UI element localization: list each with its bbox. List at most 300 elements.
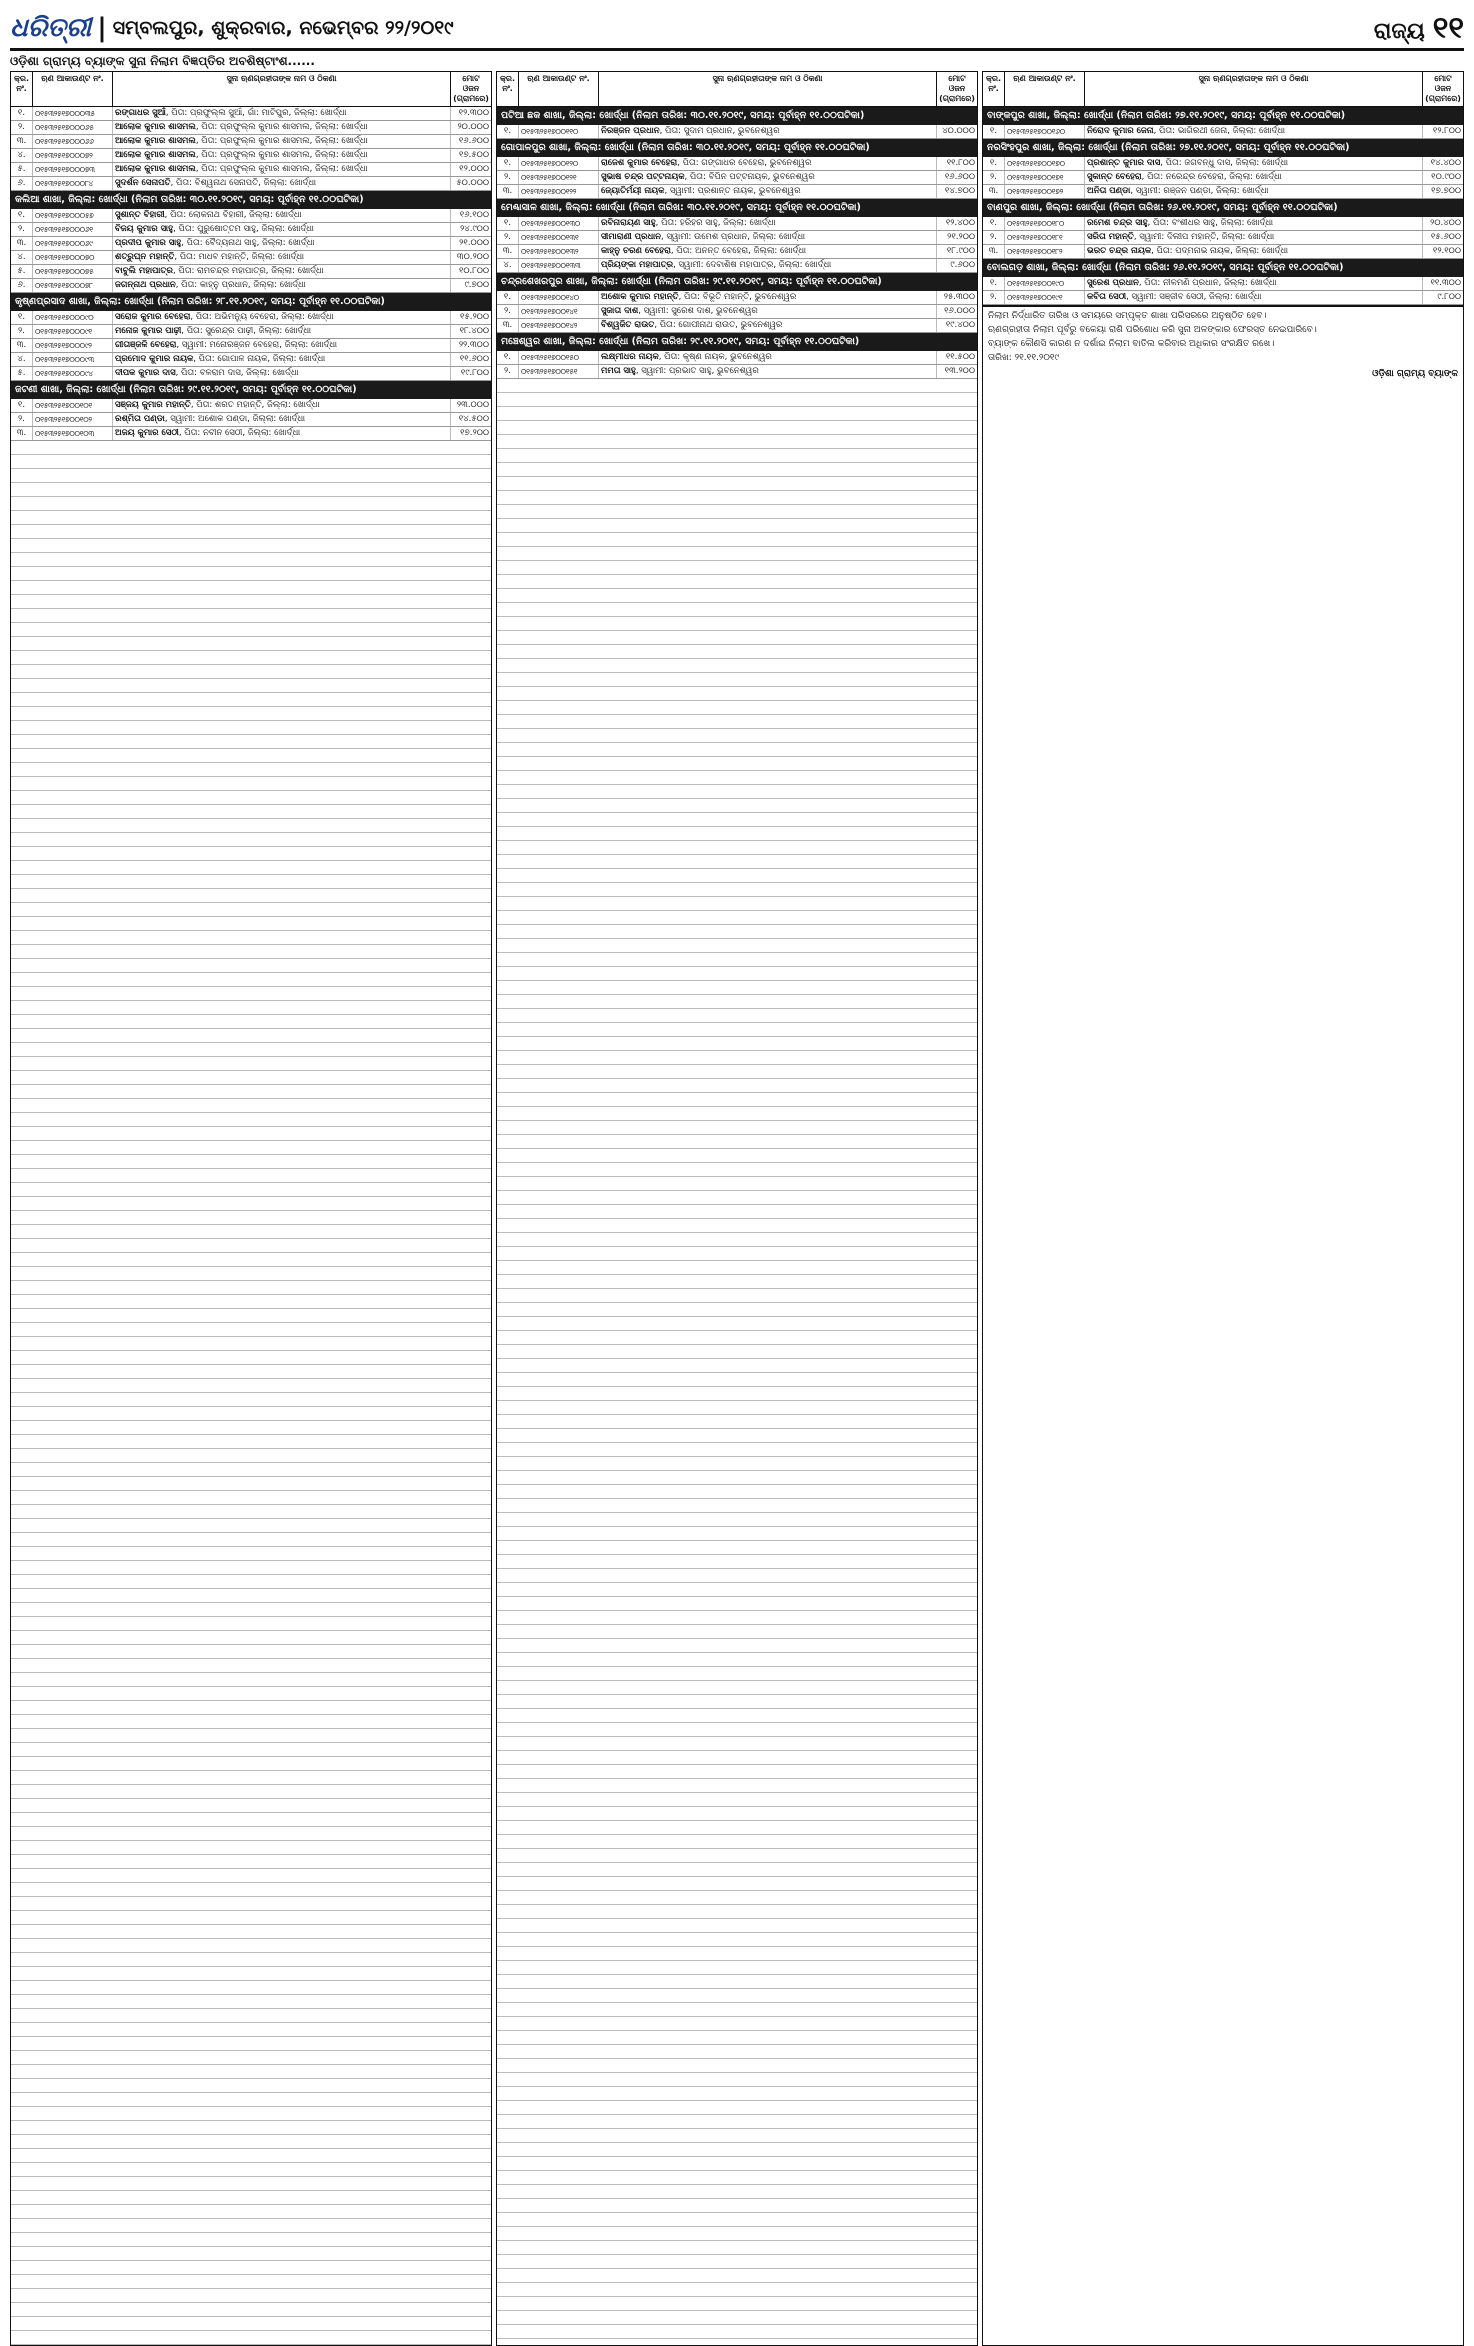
header-weight: ମୋଟ ଓଜନ (ଗ୍ରାମରେ) [453, 74, 489, 103]
row-weight: ୧୯.୮୦୦ [460, 368, 489, 378]
table-row [983, 157, 1463, 171]
row-account: ୦୧୫୩୨୫୧୭୦୦୧୭୧ [1005, 171, 1085, 184]
branch-heading: ଗୋପାଳପୁର ଶାଖା, ଜିଲ୍ଲା: ଖୋର୍ଦ୍ଧା (ନିଲାମ ତାରିଖ: ୩୦.୧୧.୨୦୧୯, ସମୟ: ପୂର୍ବାହ୍ନ ୧୧.୦୦ଘଟିକା) [497, 139, 977, 157]
row-account: ୦୧୫୩୨୫୧୭୦୦୧୫୦ [519, 351, 599, 364]
borrower-address: , ସ୍ୱାମୀ: ଉମେଶ ପ୍ରଧାନ, ଜିଲ୍ଲା: ଖୋର୍ଦ୍ଧା [661, 232, 806, 242]
row-account: ୦୧୫୩୨୫୧୭୦୦୦୩୫ [33, 107, 113, 120]
row-borrower [113, 177, 451, 190]
row-account: ୦୧୫୩୨୫୧୭୦୦୧୦୩ [33, 427, 113, 440]
row-sl: ୬. [11, 177, 33, 190]
table-row [11, 163, 491, 177]
row-weight: ୧୫.୨୦୦ [460, 312, 489, 322]
row-borrower [1085, 291, 1423, 304]
table-row [983, 245, 1463, 259]
table-row [983, 217, 1463, 231]
row-sl: ୪. [11, 149, 33, 162]
table-row [983, 231, 1463, 245]
row-sl: ୨. [11, 325, 33, 338]
borrower-name: ଅଜୟ କୁମାର ସେଠୀ [115, 428, 179, 438]
row-account: ୦୧୫୩୨୫୧୭୦୦୧୪୦ [519, 291, 599, 304]
row-sl: ୩. [11, 135, 33, 148]
borrower-address: , ସ୍ୱାମୀ: ଅଶୋକ ପଣ୍ଡା, ଜିଲ୍ଲା: ଖୋର୍ଦ୍ଧା [164, 414, 306, 424]
borrower-name: ଲକ୍ଷ୍ମୀଧର ନାୟକ [601, 352, 659, 362]
row-borrower [599, 185, 937, 198]
borrower-name: ନିରୋଦ କୁମାର ଜେନା [1087, 126, 1154, 136]
header-borrower: ସୁନା ଋଣଗ୍ରହୀତାଙ୍କ ନାମ ଓ ଠିକଣା [113, 72, 451, 106]
row-account: ୦୧୫୩୨୫୧୭୦୦୦୭୦ [33, 251, 113, 264]
row-account: ୦୧୫୩୨୫୧୭୦୦୧୪୧ [519, 305, 599, 318]
branch-heading: ନରସିଂହପୁର ଶାଖା, ଜିଲ୍ଲା: ଖୋର୍ଦ୍ଧା (ନିଲାମ ତାରିଖ: ୨୭.୧୧.୨୦୧୯, ସମୟ: ପୂର୍ବାହ୍ନ ୧୧.୦୦ଘଟିକା) [983, 139, 1463, 157]
borrower-name: ଜ୍ୟୋତିର୍ମୟୀ ନାୟକ [601, 186, 665, 196]
table-row [983, 171, 1463, 185]
row-borrower [113, 107, 451, 120]
table-row [11, 399, 491, 413]
row-weight: ୨୧.୨୦୦ [947, 232, 975, 242]
borrower-address: , ସ୍ୱାମୀ: ପ୍ରଭାତ ସାହୁ, ଭୁବନେଶ୍ୱର [635, 366, 759, 376]
row-weight: ୧୦.୮୦୦ [458, 266, 489, 276]
row-weight: ୯.୭୦୦ [464, 280, 489, 290]
borrower-name: କାହ୍ନୁ ଚରଣ ବେହେରା [601, 246, 671, 256]
masthead-right [1374, 11, 1464, 46]
header-account: ଋଣ ଆକାଉଣ୍ଟ ନଂ. [33, 72, 113, 106]
row-account: ୦୧୫୩୨୫୧୭୦୦୦୫୭ [33, 209, 113, 222]
row-weight: ୧୬.୧୦୦ [459, 210, 489, 220]
branch-heading: ବୋଲଗଡ଼ ଶାଖା, ଜିଲ୍ଲା: ଖୋର୍ଦ୍ଧା (ନିଲାମ ତାରିଖ: ୨୬.୧୧.୨୦୧୯, ସମୟ: ପୂର୍ବାହ୍ନ ୧୧.୦୦ଘଟିକା) [983, 259, 1463, 277]
borrower-name: ସୁଦର୍ଶନ ସେନାପତି [115, 178, 171, 188]
row-account: ୦୧୫୩୨୫୧୭୦୦୦୯୩ [33, 353, 113, 366]
table-row [11, 237, 491, 251]
borrower-address: , ପିତା: କାହ୍ନୁ ପ୍ରଧାନ, ଜିଲ୍ଲା: ଖୋର୍ଦ୍ଧା [175, 280, 306, 290]
row-borrower [113, 367, 451, 380]
borrower-name: ଗୀତାଞ୍ଜଳି ବେହେରା [115, 340, 177, 350]
row-account: ୦୧୫୩୨୫୧୭୦୦୧୩୨ [519, 245, 599, 258]
row-account: ୦୧୫୩୨୫୧୭୦୦୧୮୨ [1005, 245, 1085, 258]
row-sl: ୨. [497, 305, 519, 318]
table-row [11, 413, 491, 427]
row-weight: ୧୭.୭୦୦ [1431, 186, 1461, 196]
row-sl: ୫. [11, 265, 33, 278]
table-header [11, 72, 491, 107]
borrower-address: , ପିତା: ପଦ୍ମନାଭ ନାୟକ, ଜିଲ୍ଲା: ଖୋର୍ଦ୍ଧା [1151, 246, 1289, 256]
row-sl: ୨. [983, 171, 1005, 184]
borrower-name: ଅନିତା ପଣ୍ଡା [1087, 186, 1131, 196]
borrower-name: ସରିତା ମହାନ୍ତି [1087, 232, 1134, 242]
masthead-left [10, 13, 454, 44]
bank-signature: ଓଡ଼ିଶା ଗ୍ରାମ୍ୟ ବ୍ୟାଙ୍କ [1372, 369, 1458, 379]
row-sl: ୪. [11, 353, 33, 366]
row-borrower [113, 135, 451, 148]
row-borrower [1085, 157, 1423, 170]
row-weight: ୧୯.୪୦୦ [945, 320, 975, 330]
table-row [11, 223, 491, 237]
row-sl: ୨. [497, 365, 519, 378]
row-borrower [113, 163, 451, 176]
branch-heading: ମେଣ୍ଢାସାଳ ଶାଖା, ଜିଲ୍ଲା: ଖୋର୍ଦ୍ଧା (ନିଲାମ ତାରିଖ: ୩୦.୧୧.୨୦୧୯, ସମୟ: ପୂର୍ବାହ୍ନ ୧୧.୦୦ଘଟିକା) [497, 199, 977, 217]
auction-column [496, 71, 978, 2346]
row-weight: ୧୪.୭୦୦ [944, 186, 975, 196]
borrower-address: , ପିତା: ଗୋପାଳ ନାୟକ, ଜିଲ୍ଲା: ଖୋର୍ଦ୍ଧା [193, 354, 326, 364]
row-sl: ୨. [11, 121, 33, 134]
row-sl: ୩. [11, 339, 33, 352]
row-sl: ୧. [983, 157, 1005, 170]
row-account: ୦୧୫୩୨୫୧୭୦୦୦୯୪ [33, 367, 113, 380]
borrower-name: ବିଶ୍ୱଜିତ ରାଉତ [601, 320, 655, 330]
row-weight: ୨୪.୯୦୦ [460, 224, 489, 234]
row-sl: ୧. [497, 291, 519, 304]
row-sl: ୩. [983, 245, 1005, 258]
borrower-name: ସୁରେଶ ପ୍ରଧାନ [1087, 278, 1139, 288]
row-borrower [113, 399, 451, 412]
row-sl: ୧. [11, 107, 33, 120]
table-row [497, 231, 977, 245]
row-sl: ୩. [497, 319, 519, 332]
borrower-name: ସୀମାରାଣୀ ପ୍ରଧାନ [601, 232, 662, 242]
row-borrower [113, 149, 451, 162]
borrower-name: ରଶ୍ମିତା ପଣ୍ଡା [115, 414, 165, 424]
row-sl: ୧. [497, 157, 519, 170]
table-row [11, 367, 491, 381]
header-account: ଋଣ ଆକାଉଣ୍ଟ ନଂ. [519, 72, 599, 106]
header-account: ଋଣ ଆକାଉଣ୍ଟ ନଂ. [1005, 72, 1085, 106]
borrower-address: , ପିତା: ରାମଚନ୍ଦ୍ର ମହାପାତ୍ର, ଜିଲ୍ଲା: ଖୋର୍ଦ୍ଧା [172, 266, 324, 276]
borrower-name: ରାଜେଶ କୁମାର ବେହେରା [601, 158, 678, 168]
row-account: ୦୧୫୩୨୫୧୭୦୦୦୯୧ [33, 325, 113, 338]
table-row [11, 135, 491, 149]
row-borrower [599, 217, 937, 230]
notice-subtitle: ଓଡ଼ିଶା ଗ୍ରାମ୍ୟ ବ୍ୟାଙ୍କ ସୁନା ନିଲାମ ବିଜ୍ଞପ୍ତିର ଅବଶିଷ୍ଟାଂଶ...... [10, 54, 315, 68]
borrower-address: , ପିତା: ନୀଳମଣି ପ୍ରଧାନ, ଜିଲ୍ଲା: ଖୋର୍ଦ୍ଧା [1138, 278, 1277, 288]
row-account: ୦୧୫୩୨୫୧୭୦୦୦୬୬ [33, 135, 113, 148]
row-borrower [113, 237, 451, 250]
row-sl: ୫. [11, 163, 33, 176]
borrower-address: , ପିତା: ଗୋପୀନାଥ ରାଉତ, ଭୁବନେଶ୍ୱର [654, 320, 783, 330]
table-header [983, 72, 1463, 107]
row-borrower [1085, 277, 1423, 290]
borrower-address: , ପିତା: ପ୍ରଫୁଲ୍ଲ କୁମାର ଶାସମଲ, ଜିଲ୍ଲା: ଖୋର୍ଦ୍ଧା [195, 164, 368, 174]
row-borrower [1085, 171, 1423, 184]
row-account: ୦୧୫୩୨୫୧୭୦୦୦୭୮ [33, 279, 113, 292]
row-weight: ୧୪.୪୦୦ [1430, 158, 1461, 168]
row-weight: ୧୧.୬୦୦ [459, 354, 489, 364]
borrower-name: ଦୀପକ କୁମାର ଦାସ [115, 368, 176, 378]
table-row [11, 177, 491, 191]
borrower-name: ଶତ୍ରୁଘ୍ନ ମହାନ୍ତି [115, 252, 175, 262]
row-borrower [113, 413, 451, 426]
borrower-name: ପ୍ରିୟଙ୍କା ମହାପାତ୍ର [601, 260, 674, 270]
section-name: ରାଜ୍ୟ [1373, 18, 1425, 44]
row-account: ୦୧୫୩୨୫୧୭୦୦୧୩୩ [519, 259, 599, 272]
row-sl: ୨. [11, 413, 33, 426]
borrower-name: ସୁକାନ୍ତ ବେହେରା [1087, 172, 1142, 182]
table-row [497, 351, 977, 365]
header-borrower: ସୁନା ଋଣଗ୍ରହୀତାଙ୍କ ନାମ ଓ ଠିକଣା [599, 72, 937, 106]
borrower-address: , ପିତା: ବିଭୂତି ମହାନ୍ତି, ଭୁବନେଶ୍ୱର [678, 292, 797, 302]
row-weight: ୧୫.୬୦୦ [1430, 232, 1461, 242]
row-account: ୦୧୫୩୨୫୧୭୦୦୧୪୨ [519, 319, 599, 332]
row-account: ୦୧୫୩୨୫୧୭୦୦୧୨୨ [519, 185, 599, 198]
row-weight: ୨୦.୦୦୦ [457, 122, 489, 132]
continued-rows [11, 441, 491, 2346]
row-borrower [1085, 217, 1423, 230]
table-row [497, 291, 977, 305]
table-row [11, 149, 491, 163]
borrower-address: , ପିତା: ପ୍ରଫୁଲ୍ଲ କୁମାର ଶାସମଲ, ଜିଲ୍ଲା: ଖୋର୍ଦ୍ଧା [195, 136, 368, 146]
row-account: ୦୧୫୩୨୫୧୭୦୦୦୬୧ [33, 223, 113, 236]
row-borrower [1085, 125, 1423, 138]
auction-terms [983, 305, 1463, 383]
row-account: ୦୧୫୩୨୫୧୭୦୦୧୮୦ [1005, 217, 1085, 230]
row-sl: ୨. [11, 223, 33, 236]
row-weight: ୨୦.୪୦୦ [1430, 218, 1461, 228]
borrower-name: ରଙ୍ଗାଧର ସୁଆଁ [115, 108, 166, 118]
borrower-address: , ପିତା: ବୈଦ୍ୟନାଥ ସାହୁ, ଜିଲ୍ଲା: ଖୋର୍ଦ୍ଧା [181, 238, 315, 248]
row-sl: ୧. [983, 125, 1005, 138]
branch-heading: ଚନ୍ଦ୍ରଶେଖରପୁର ଶାଖା, ଜିଲ୍ଲା: ଖୋର୍ଦ୍ଧା (ନିଲାମ ତାରିଖ: ୨୯.୧୧.୨୦୧୯, ସମୟ: ପୂର୍ବାହ୍ନ ୧୧.୦୦ଘଟିକା) [497, 273, 977, 291]
row-account: ୦୧୫୩୨୫୧୭୦୦୧୯୧ [1005, 291, 1085, 304]
borrower-address: , ସ୍ୱାମୀ: ପ୍ରଶାନ୍ତ ନାୟକ, ଭୁବନେଶ୍ୱର [664, 186, 801, 196]
table-row [11, 265, 491, 279]
row-weight: ୧୨.୩୦୦ [458, 108, 489, 118]
borrower-address: , ପିତା: ବିପିନ ପଟ୍ଟନାୟକ, ଭୁବନେଶ୍ୱର [684, 172, 815, 182]
table-row [11, 107, 491, 121]
row-weight: ୨୫.୩୦୦ [943, 292, 975, 302]
borrower-address: , ପିତା: ପ୍ରଫୁଲ୍ଲ ସୁଆଁ, ଗାଁ: ମାଟିପୁର, ଜିଲ୍ଲା: ଖୋର୍ଦ୍ଧା [165, 108, 347, 118]
row-weight: ୧୭.୫୦୦ [459, 150, 489, 160]
table-row [497, 157, 977, 171]
borrower-address: , ପିତା: ଗଙ୍ଗାଧର ବେହେରା, ଭୁବନେଶ୍ୱର [677, 158, 812, 168]
borrower-address: , ପିତା: ଅଭିମନ୍ୟୁ ବେହେରା, ଜିଲ୍ଲା: ଖୋର୍ଦ୍ଧା [190, 312, 334, 322]
table-row [497, 319, 977, 333]
branch-heading: ବାଙ୍କପୁର ଶାଖା, ଜିଲ୍ଲା: ଖୋର୍ଦ୍ଧା (ନିଲାମ ତାରିଖ: ୨୭.୧୧.୨୦୧୯, ସମୟ: ପୂର୍ବାହ୍ନ ୧୧.୦୦ଘଟିକା) [983, 107, 1463, 125]
row-sl: ୬. [11, 279, 33, 292]
table-row [497, 217, 977, 231]
borrower-address: , ପିତା: ଭାଗିରଥୀ ଜେନା, ଜିଲ୍ଲା: ଖୋର୍ଦ୍ଧା [1153, 126, 1286, 136]
borrower-address: , ପିତା: ଜଗବନ୍ଧୁ ଦାସ, ଜିଲ୍ଲା: ଖୋର୍ଦ୍ଧା [1160, 158, 1289, 168]
row-sl: ୪. [497, 259, 519, 272]
borrower-name: ସୁଜାତା ଦାଶ [601, 306, 639, 316]
row-weight: ୫୦.୦୦୦ [456, 178, 489, 188]
row-weight: ୧୪.୫୦୦ [458, 414, 489, 424]
borrower-name: ସୁଭାଷ ଚନ୍ଦ୍ର ପଟ୍ଟନାୟକ [601, 172, 685, 182]
row-weight: ୧୨.୦୦୦ [459, 164, 489, 174]
borrower-name: ପ୍ରମୋଦ କୁମାର ନାୟକ [115, 354, 194, 364]
terms-line: ଋଣଗ୍ରହୀତା ନିଲାମ ପୂର୍ବରୁ ବକେୟା ରାଶି ପରିଶୋଧ କରି ସୁନା ଅଳଙ୍କାର ଫେରସ୍ତ ନେଇପାରିବେ। [988, 325, 1317, 335]
row-borrower [599, 245, 937, 258]
row-sl: ୧. [497, 125, 519, 138]
borrower-address: , ପିତା: ହରିହର ସାହୁ, ଜିଲ୍ଲା: ଖୋର୍ଦ୍ଧା [655, 218, 776, 228]
table-row [497, 245, 977, 259]
borrower-name: ସରୋଜ କୁମାର ବେହେରା [115, 312, 191, 322]
row-borrower [113, 339, 451, 352]
row-weight: ୨୩.୦୦୦ [456, 400, 489, 410]
borrower-address: , ପିତା: ନରେନ୍ଦ୍ର ବେହେରା, ଜିଲ୍ଲା: ଖୋର୍ଦ୍ଧା [1141, 172, 1282, 182]
row-borrower [599, 365, 937, 378]
row-account: ୦୧୫୩୨୫୧୭୦୦୦୭୫ [33, 265, 113, 278]
borrower-name: ଆଲୋକ କୁମାର ଶାସମଲ [115, 150, 196, 160]
branch-heading: ବାଣପୁର ଶାଖା, ଜିଲ୍ଲା: ଖୋର୍ଦ୍ଧା (ନିଲାମ ତାରିଖ: ୨୬.୧୧.୨୦୧୯, ସମୟ: ପୂର୍ବାହ୍ନ ୧୧.୦୦ଘଟିକା) [983, 199, 1463, 217]
table-row [11, 121, 491, 135]
row-borrower [599, 125, 937, 138]
borrower-name: ମନୋଜ କୁମାର ପାଢ଼ୀ [115, 326, 182, 336]
row-weight: ୧୦.୯୦୦ [1431, 172, 1461, 182]
row-sl: ୩. [983, 185, 1005, 198]
header-weight: ମୋଟ ଓଜନ (ଗ୍ରାମରେ) [1425, 74, 1461, 103]
header-sl: କ୍ର. ନଂ. [11, 72, 33, 106]
row-borrower [113, 251, 451, 264]
borrower-address: , ସ୍ୱାମୀ: ସଞ୍ଜୀବ ସେଠୀ, ଜିଲ୍ଲା: ଖୋର୍ଦ୍ଧା [1126, 292, 1262, 302]
borrower-address: , ସ୍ୱାମୀ: ଦେବାଶିଷ ମହାପାତ୍ର, ଜିଲ୍ଲା: ଖୋର୍ଦ୍ଧା [673, 260, 832, 270]
auction-columns [10, 71, 1464, 2346]
terms-line: ନିଲାମ ନିର୍ଦ୍ଧାରିତ ତାରିଖ ଓ ସମୟରେ ସମ୍ପୃକ୍ତ ଶାଖା ପରିସରରେ ଅନୁଷ୍ଠିତ ହେବ। [988, 311, 1267, 321]
row-weight: ୩୦.୨୦୦ [456, 252, 489, 262]
row-borrower [599, 291, 937, 304]
row-weight: ୧୬.୬୦୦ [944, 172, 975, 182]
row-sl: ୧. [11, 311, 33, 324]
dateline: ସମ୍ବଲପୁର, ଶୁକ୍ରବାର, ନଭେମ୍ବର ୨୨/୨୦୧୯ [112, 17, 454, 39]
row-sl: ୪. [11, 251, 33, 264]
row-borrower [599, 231, 937, 244]
table-row [983, 185, 1463, 199]
row-weight: ୧୧.୮୦୦ [946, 158, 975, 168]
row-weight: ୧୬.୬୦୦ [458, 136, 489, 146]
row-account: ୦୧୫୩୨୫୧୭୦୦୧୭୦ [1005, 157, 1085, 170]
row-sl: ୧. [497, 217, 519, 230]
row-sl: ୧. [983, 277, 1005, 290]
borrower-name: ବାବୁଲି ମହାପାତ୍ର [115, 266, 173, 276]
row-sl: ୩. [11, 237, 33, 250]
branch-heading: ଜଟଣୀ ଶାଖା, ଜିଲ୍ଲା: ଖୋର୍ଦ୍ଧା (ନିଲାମ ତାରିଖ: ୨୯.୧୧.୨୦୧୯, ସମୟ: ପୂର୍ବାହ୍ନ ୧୧.୦୦ଘଟିକା) [11, 381, 491, 399]
branch-heading: ମଞ୍ଚେଶ୍ୱର ଶାଖା, ଜିଲ୍ଲା: ଖୋର୍ଦ୍ଧା (ନିଲାମ ତାରିଖ: ୨୯.୧୧.୨୦୧୯, ସମୟ: ପୂର୍ବାହ୍ନ ୧୧.୦୦ଘଟିକା) [497, 333, 977, 351]
row-weight: ୧୨.୧୦୦ [1432, 246, 1461, 256]
table-row [983, 277, 1463, 291]
borrower-name: ପ୍ରଶାନ୍ତ କୁମାର ଦାସ [1087, 158, 1161, 168]
borrower-address: , ପିତା: ପ୍ରଫୁଲ୍ଲ କୁମାର ଶାସମଲ, ଜିଲ୍ଲା: ଖୋର୍ଦ୍ଧା [195, 122, 368, 132]
table-row [497, 185, 977, 199]
row-account: ୦୧୫୩୨୫୧୭୦୦୦୯୨ [33, 339, 113, 352]
borrower-address: , ପିତା: ବିଶ୍ୱନାଥ ସେନାପତି, ଜିଲ୍ଲା: ଖୋର୍ଦ୍ଧା [170, 178, 317, 188]
borrower-address: , ପିତା: ପୁରୁଷୋତ୍ତମ ସାହୁ, ଜିଲ୍ଲା: ଖୋର୍ଦ୍ଧା [173, 224, 314, 234]
borrower-address: , ପିତା: କୃଷ୍ଣ ନାୟକ, ଭୁବନେଶ୍ୱର [658, 352, 772, 362]
row-borrower [1085, 185, 1423, 198]
row-weight: ୧୨.୪୦୦ [945, 218, 975, 228]
row-account: ୦୧୫୩୨୫୧୭୦୦୦୯୦ [33, 311, 113, 324]
row-sl: ୩. [497, 245, 519, 258]
row-weight: ୧୭.୨୦୦ [460, 428, 489, 438]
masthead [10, 8, 1464, 51]
row-borrower [113, 311, 451, 324]
row-sl: ୨. [497, 171, 519, 184]
row-borrower [113, 223, 451, 236]
table-row [497, 171, 977, 185]
borrower-name: ରମେଶ ଚନ୍ଦ୍ର ସାହୁ [1087, 218, 1148, 228]
borrower-name: ବିଜୟ କୁମାର ସାହୁ [115, 224, 174, 234]
row-borrower [599, 171, 937, 184]
borrower-name: ଆଲୋକ କୁମାର ଶାସମଲ [115, 136, 196, 146]
header-borrower: ସୁନା ଋଣଗ୍ରହୀତାଙ୍କ ନାମ ଓ ଠିକଣା [1085, 72, 1423, 106]
borrower-address: , ପିତା: ସୁରେନ୍ଦ୍ର ପାଢ଼ୀ, ଜିଲ୍ଲା: ଖୋର୍ଦ୍ଧା [181, 326, 312, 336]
borrower-name: ରବିନାରାୟଣ ସାହୁ [601, 218, 656, 228]
row-borrower [113, 121, 451, 134]
row-borrower [113, 353, 451, 366]
row-weight: ୨୨.୩୦୦ [458, 340, 489, 350]
row-borrower [599, 259, 937, 272]
row-account: ୦୧୫୩୨୫୧୭୦୦୧୮୧ [1005, 231, 1085, 244]
row-sl: ୩. [497, 185, 519, 198]
row-account: ୦୧୫୩୨୫୧୭୦୦୧୨୧ [519, 171, 599, 184]
row-weight: ୧୬.୦୦୦ [944, 306, 975, 316]
borrower-name: ପ୍ରଦୀପ କୁମାର ସାହୁ [115, 238, 182, 248]
branch-heading: କୃଷ୍ଣପ୍ରସାଦ ଶାଖା, ଜିଲ୍ଲା: ଖୋର୍ଦ୍ଧା (ନିଲାମ ତାରିଖ: ୨୮.୧୧.୨୦୧୯, ସମୟ: ପୂର୍ବାହ୍ନ ୧୧.୦୦ଘଟିକା) [11, 293, 491, 311]
row-sl: ୧. [11, 209, 33, 222]
row-account: ୦୧୫୩୨୫୧୭୦୦୧୨୦ [519, 157, 599, 170]
row-weight: ୧୧.୫୦୦ [945, 352, 975, 362]
row-sl: ୫. [11, 367, 33, 380]
borrower-address: , ପିତା: ପ୍ରଫୁଲ୍ଲ କୁମାର ଶାସମଲ, ଜିଲ୍ଲା: ଖୋର୍ଦ୍ଧା [195, 150, 368, 160]
masthead-separator: | [97, 13, 107, 43]
row-account: ୦୧୫୩୨୫୧୭୦୦୧୫୧ [519, 365, 599, 378]
row-weight: ୧୧.୩୦୦ [1430, 278, 1461, 288]
row-sl: ୩. [11, 427, 33, 440]
table-row [11, 251, 491, 265]
row-weight: ୨୧.୦୦୦ [459, 238, 489, 248]
table-header [497, 72, 977, 107]
row-borrower [113, 427, 451, 440]
row-account: ୦୧୫୩୨୫୧୭୦୦୦୭୩ [33, 163, 113, 176]
row-account: ୦୧୫୩୨୫୧୭୦୦୧୩୧ [519, 231, 599, 244]
row-borrower [113, 209, 451, 222]
table-row [11, 427, 491, 441]
borrower-name: ଆଲୋକ କୁମାର ଶାସମଲ [115, 122, 196, 132]
row-account: ୦୧୫୩୨୫୧୭୦୦୦୬୫ [33, 121, 113, 134]
row-account: ୦୧୫୩୨୫୧୭୦୦୦୭୨ [33, 149, 113, 162]
row-sl: ୨. [983, 291, 1005, 304]
branch-heading: କଲିଆ ଶାଖା, ଜିଲ୍ଲା: ଖୋର୍ଦ୍ଧା (ନିଲାମ ତାରିଖ: ୩୦.୧୧.୨୦୧୯, ସମୟ: ପୂର୍ବାହ୍ନ ୧୧.୦୦ଘଟିକା) [11, 191, 491, 209]
table-row [497, 259, 977, 273]
borrower-name: ମମତା ସାହୁ [601, 366, 636, 376]
terms-line: ବ୍ୟାଙ୍କ କୌଣସି କାରଣ ନ ଦର୍ଶାଇ ନିଲାମ ବାତିଲ କରିବାର ଅଧିକାର ସଂରକ୍ଷିତ ରଖେ। [988, 339, 1275, 349]
row-sl: ୨. [983, 231, 1005, 244]
borrower-name: ଅଶୋକ କୁମାର ମହାନ୍ତି [601, 292, 679, 302]
borrower-name: କବିତା ସେଠୀ [1087, 292, 1127, 302]
table-row [11, 311, 491, 325]
header-sl: କ୍ର. ନଂ. [497, 72, 519, 106]
row-account: ୦୧୫୩୨୫୧୭୦୦୧୧୦ [519, 125, 599, 138]
row-weight: ୧୮.୯୦୦ [946, 246, 975, 256]
table-row [11, 209, 491, 223]
borrower-name: ସଞ୍ଜୟ କୁମାର ମହାନ୍ତି [115, 400, 191, 410]
row-account: ୦୧୫୩୨୫୧୭୦୦୧୩୦ [519, 217, 599, 230]
row-account: ୦୧୫୩୨୫୧୭୦୦୧୯୦ [1005, 277, 1085, 290]
borrower-address: , ପିତା: ବଳରାମ ଦାସ, ଜିଲ୍ଲା: ଖୋର୍ଦ୍ଧା [175, 368, 299, 378]
newspaper-logo: ଧରିତ୍ରୀ [10, 12, 92, 43]
table-row [11, 339, 491, 353]
borrower-address: , ସ୍ୱାମୀ: ଦିଲୀପ ମହାନ୍ତି, ଜିଲ୍ଲା: ଖୋର୍ଦ୍ଧା [1133, 232, 1275, 242]
borrower-name: ସୁଶାନ୍ତ ବିହାରୀ [115, 210, 165, 220]
borrower-name: ଆଲୋକ କୁମାର ଶାସମଲ [115, 164, 196, 174]
auction-column [10, 71, 492, 2346]
row-borrower [113, 325, 451, 338]
borrower-address: , ସ୍ୱାମୀ: ମନୋରଞ୍ଜନ ବେହେରା, ଜିଲ୍ଲା: ଖୋର୍ଦ୍ଧା [176, 340, 338, 350]
row-account: ୦୧୫୩୨୫୧୭୦୦୧୦୨ [33, 413, 113, 426]
table-row [497, 125, 977, 139]
header-sl: କ୍ର. ନଂ. [983, 72, 1005, 106]
row-weight: ୧୩.୨୦୦ [944, 366, 975, 376]
borrower-name: ଜଗନ୍ନାଥ ପ୍ରଧାନ [115, 280, 176, 290]
row-weight: ୯.୬୦୦ [950, 260, 975, 270]
row-weight: ୪୦.୦୦୦ [942, 126, 975, 136]
row-borrower [599, 305, 937, 318]
row-account: ୦୧୫୩୨୫୧୭୦୦୦୮୪ [33, 177, 113, 190]
